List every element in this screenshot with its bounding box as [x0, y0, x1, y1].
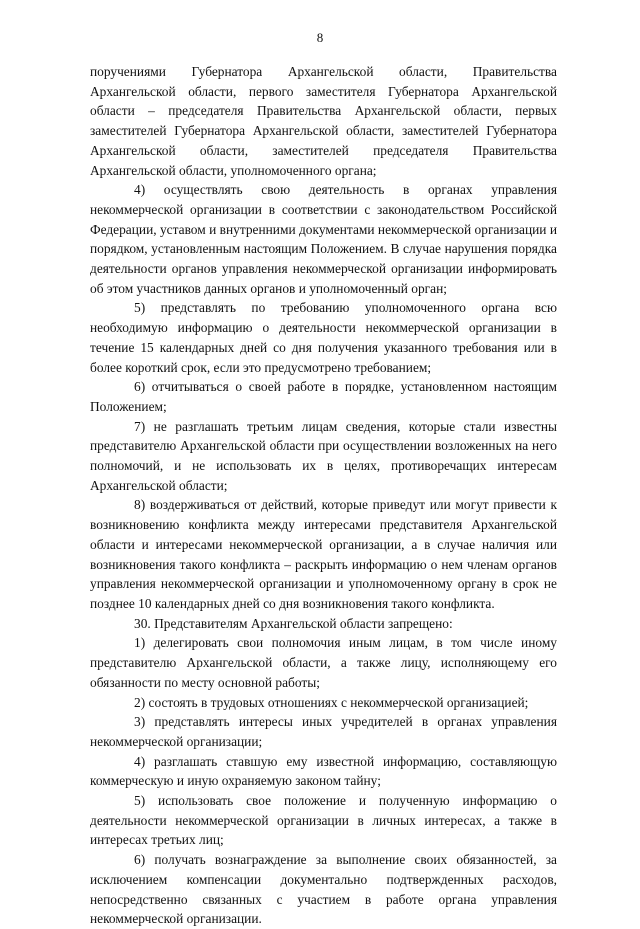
paragraph-item-5: 5) представлять по требованию уполномоченного органа всю необходимую информацию о деятельности некоммерческой организации в течение 15 календарных дней со дня получения указанного требования или в более короткий срок, если это предусмотрено требованием; — [90, 300, 557, 375]
prohibition-item-2: 2) состоять в трудовых отношениях с некоммерческой организацией; — [134, 694, 529, 710]
prohibition-item-4: 4) разглашать ставшую ему известной информацию, составляющую коммерческую и иную охраняемую законом тайну; — [90, 753, 557, 789]
page-number: 8 — [316, 30, 324, 45]
paragraph-item-6: 6) отчитываться о своей работе в порядке, установленном настоящим Положением; — [90, 379, 557, 414]
document-body — [90, 62, 557, 929]
prohibition-item-5: 5) использовать свое положение и полученную информацию о деятельности некоммерческой организации в личных интересах, а также в интересах третьих лиц; — [90, 793, 557, 848]
paragraph-item-8: 8) воздерживаться от действий, которые приведут или могут привести к возникновению конфликта между интересами представителя Архангельской области и интересами некоммерческой организации, а в случае наличия или возникновения такого конфликта – раскрыть информацию о нем членам органов управления некоммерческой организации и уполномоченному органу в срок не позднее 10 календарных дней со дня возникновения такого конфликта. — [90, 497, 557, 611]
prohibition-item-3: 3) представлять интересы иных учредителей в органах управления некоммерческой организации; — [90, 714, 557, 749]
prohibition-item-6: 6) получать вознаграждение за выполнение своих обязанностей, за исключением компенсации документально подтвержденных расходов, непосредственно связанных с участием в работе органа управления некоммерческой организации. — [90, 852, 557, 927]
paragraph-item-7: 7) не разглашать третьим лицам сведения, которые стали известны представителю Архангельской области при осуществлении возложенных на него полномочий, и не использовать их в целях, противоречащих интересам Архангельской области; — [90, 418, 557, 493]
paragraph-continuation: поручениями Губернатора Архангельской области, Правительства Архангельской области, первого заместителя Губернатора Архангельской области – председателя Правительства Архангельской области, первых заместителей Губернатора Архангельской области, заместителей Губернатора Архангельской области, заместителей председателя Правительства Архангельской области, уполномоченного органа; — [90, 64, 557, 178]
section-30-heading: 30. Представителям Архангельской области запрещено: — [134, 615, 453, 631]
prohibition-item-1: 1) делегировать свои полномочия иным лицам, в том числе иному представителю Архангельской области, а также лицу, исполняющему его обязанности по месту основной работы; — [90, 635, 557, 690]
paragraph-item-4: 4) осуществлять свою деятельность в органах управления некоммерческой организации в соответствии с законодательством Российской Федерации, уставом и внутренними документами некоммерческой организации и порядком, установленным настоящим Положением. В случае нарушения порядка деятельности органов управления некоммерческой организации информировать об этом участников данных органов и уполномоченный орган; — [90, 182, 557, 296]
